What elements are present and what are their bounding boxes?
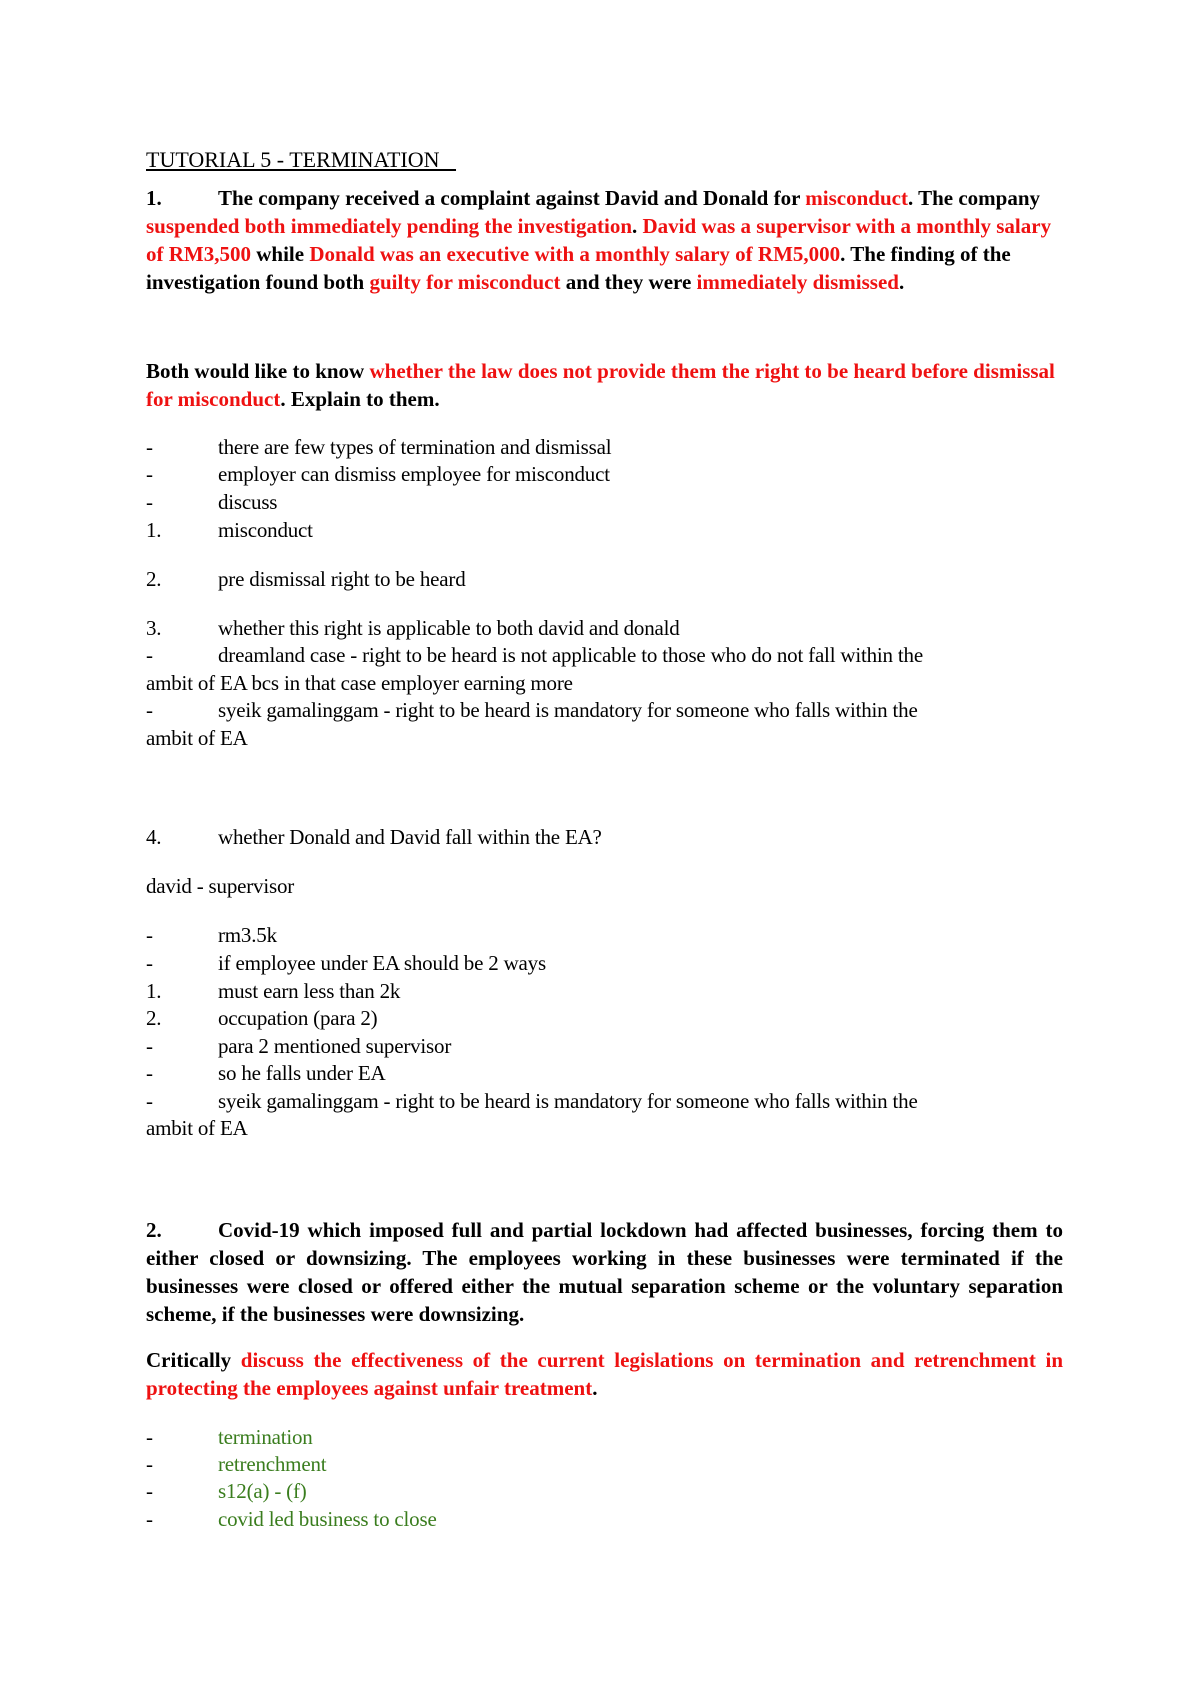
question-2-paragraph: 2. Covid-19 which imposed full and partial lockdown had affected businesses, forcing them to either closed or downsizing. The employees working in these businesses were terminated if the businesses were closed or offered either the mutual separation scheme or the voluntary separation scheme, if the businesses were downsizing. [146,1218,1063,1326]
note-line-green: - s12(a) - (f) [146,1479,307,1503]
note-line: 2. occupation (para 2) [146,1006,378,1030]
note-line: - syeik gamalinggam - right to be heard is mandatory for someone who falls within the [146,1089,918,1113]
note-line: ambit of EA [146,1116,248,1140]
note-line: ambit of EA [146,726,248,750]
note-line: - rm3.5k [146,923,277,947]
note-line: david - supervisor [146,874,295,898]
note-line: 1. must earn less than 2k [146,979,401,1003]
note-line: - so he falls under EA [146,1061,386,1085]
note-line: 3. whether this right is applicable to both david and donald [146,616,680,640]
note-line: - syeik gamalinggam - right to be heard is mandatory for someone who falls within the [146,698,918,722]
note-line: - dreamland case - right to be heard is not applicable to those who do not fall within the [146,643,923,667]
note-line: - if employee under EA should be 2 ways [146,951,546,975]
note-line: 1. misconduct [146,518,313,542]
note-line: - there are few types of termination and dismissal [146,435,612,459]
note-line-green: - retrenchment [146,1452,327,1476]
note-line-green: - covid led business to close [146,1507,437,1531]
question-number: 1. [146,186,162,210]
question-1-paragraph: 1. The company received a complaint against David and Donald for misconduct. The company suspended both immediately pending the investigation. David was a supervisor with a monthly salary of RM3,500 while Donald was an executive with a monthly salary of RM5,000. The finding of the investigation found both guilty for misconduct and they were immediately dismissed. [146,186,1052,294]
page-title: TUTORIAL 5 - TERMINATION [146,147,457,172]
note-line: 4. whether Donald and David fall within the EA? [146,825,602,849]
question-number: 2. [146,1218,162,1242]
question-2-task: Critically discuss the effectiveness of the current legislations on termination and retrenchment in protecting the employees against unfair treatment. [146,1348,1063,1400]
question-1-task: Both would like to know whether the law does not provide them the right to be heard before dismissal for misconduct. Explain to them. [146,359,1055,411]
note-line-green: - termination [146,1425,313,1449]
note-line: - discuss [146,490,278,514]
note-line: ambit of EA bcs in that case employer earning more [146,671,573,695]
note-line: - employer can dismiss employee for misconduct [146,462,610,486]
note-line: - para 2 mentioned supervisor [146,1034,452,1058]
note-line: 2. pre dismissal right to be heard [146,567,466,591]
